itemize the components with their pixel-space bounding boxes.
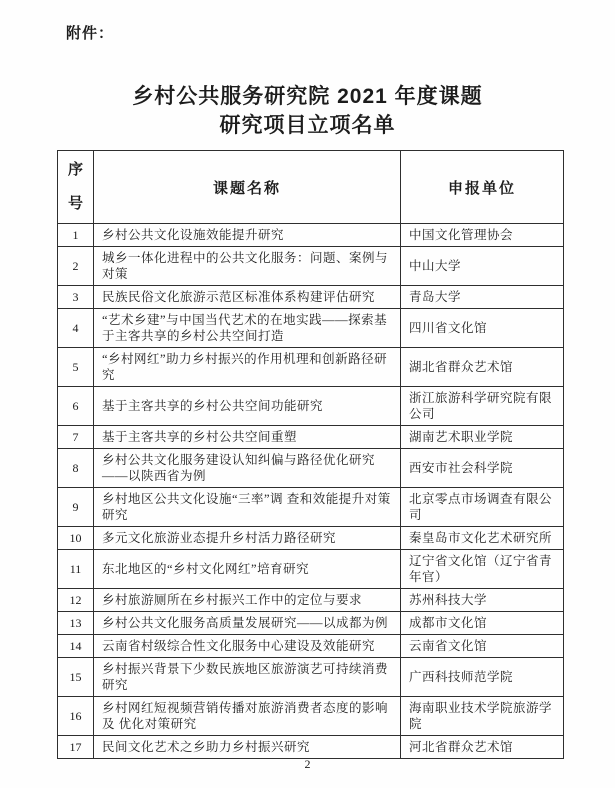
table-row <box>58 658 564 697</box>
applicant-unit: 辽宁省文化馆（辽宁省青年官） <box>401 550 564 589</box>
table-row <box>58 697 564 736</box>
row-number: 7 <box>58 426 94 449</box>
attachment-label: 附件： <box>66 25 115 42</box>
project-title: 乡村公共文化服务高质量发展研究——以成都为例 <box>94 612 401 635</box>
project-list-table <box>57 150 564 759</box>
row-number: 3 <box>58 286 94 309</box>
project-title: 东北地区的“乡村文化网红”培育研究 <box>94 550 401 589</box>
row-number: 16 <box>58 697 94 736</box>
applicant-unit: 青岛大学 <box>401 286 564 309</box>
table-row <box>58 550 564 589</box>
table-row <box>58 488 564 527</box>
applicant-unit: 中国文化管理协会 <box>401 224 564 247</box>
table-header-row <box>58 151 564 224</box>
applicant-unit: 西安市社会科学院 <box>401 449 564 488</box>
project-title: 乡村地区公共文化设施“三率”调 查和效能提升对策研究 <box>94 488 401 527</box>
applicant-unit: 成都市文化馆 <box>401 612 564 635</box>
applicant-unit: 河北省群众艺术馆 <box>401 736 564 759</box>
project-title: 民间文化艺术之乡助力乡村振兴研究 <box>94 736 401 759</box>
row-number: 14 <box>58 635 94 658</box>
table-row <box>58 527 564 550</box>
project-title: 云南省村级综合性文化服务中心建设及效能研究 <box>94 635 401 658</box>
table-row <box>58 612 564 635</box>
applicant-unit: 湖北省群众艺术馆 <box>401 348 564 387</box>
row-number: 9 <box>58 488 94 527</box>
column-header-no-label: 序号 <box>67 162 83 212</box>
table-row <box>58 224 564 247</box>
applicant-unit: 海南职业技术学院旅游学院 <box>401 697 564 736</box>
table-row <box>58 736 564 759</box>
row-number: 8 <box>58 449 94 488</box>
table-row <box>58 589 564 612</box>
project-title: 城乡一体化进程中的公共文化服务：问题、案例与对策 <box>94 247 401 286</box>
project-title: 乡村振兴背景下少数民族地区旅游演艺可持续消费研究 <box>94 658 401 697</box>
applicant-unit: 湖南艺术职业学院 <box>401 426 564 449</box>
row-number: 4 <box>58 309 94 348</box>
applicant-unit: 浙江旅游科学研究院有限公司 <box>401 387 564 426</box>
row-number: 2 <box>58 247 94 286</box>
table-row <box>58 309 564 348</box>
project-title: 民族民俗文化旅游示范区标准体系构建评估研究 <box>94 286 401 309</box>
project-title: 多元文化旅游业态提升乡村活力路径研究 <box>94 527 401 550</box>
project-title: 基于主客共享的乡村公共空间重塑 <box>94 426 401 449</box>
column-header-project: 课题名称 <box>94 151 401 224</box>
applicant-unit: 四川省文化馆 <box>401 309 564 348</box>
column-header-unit: 申报单位 <box>401 151 564 224</box>
row-number: 15 <box>58 658 94 697</box>
table-row <box>58 247 564 286</box>
applicant-unit: 秦皇岛市文化艺术研究所 <box>401 527 564 550</box>
title-line-2: 研究项目立项名单 <box>219 114 396 137</box>
table-body <box>58 224 564 759</box>
row-number: 1 <box>58 224 94 247</box>
project-title: 基于主客共享的乡村公共空间功能研究 <box>94 387 401 426</box>
table-row <box>58 426 564 449</box>
applicant-unit: 中山大学 <box>401 247 564 286</box>
row-number: 5 <box>58 348 94 387</box>
applicant-unit: 广西科技师范学院 <box>401 658 564 697</box>
table-row <box>58 635 564 658</box>
title-line-1: 乡村公共服务研究院 2021 年度课题 <box>132 85 483 108</box>
row-number: 6 <box>58 387 94 426</box>
row-number: 11 <box>58 550 94 589</box>
row-number: 12 <box>58 589 94 612</box>
project-title: 乡村公共文化服务建设认知纠偏与路径优化研究——以陕西省为例 <box>94 449 401 488</box>
document-title <box>0 82 615 140</box>
project-title: “乡村网红”助力乡村振兴的作用机理和创新路径研究 <box>94 348 401 387</box>
page-number: 2 <box>304 757 311 771</box>
project-title: 乡村网红短视频营销传播对旅游消费者态度的影响及 优化对策研究 <box>94 697 401 736</box>
table-row <box>58 348 564 387</box>
applicant-unit: 云南省文化馆 <box>401 635 564 658</box>
project-title: “艺术乡建”与中国当代艺术的在地实践——探索基于主客共享的乡村公共空间打造 <box>94 309 401 348</box>
row-number: 10 <box>58 527 94 550</box>
table-row <box>58 387 564 426</box>
table-row <box>58 449 564 488</box>
applicant-unit: 苏州科技大学 <box>401 589 564 612</box>
project-title: 乡村公共文化设施效能提升研究 <box>94 224 401 247</box>
table-row <box>58 286 564 309</box>
row-number: 13 <box>58 612 94 635</box>
column-header-no <box>58 151 94 224</box>
row-number: 17 <box>58 736 94 759</box>
applicant-unit: 北京零点市场调查有限公司 <box>401 488 564 527</box>
project-title: 乡村旅游厕所在乡村振兴工作中的定位与要求 <box>94 589 401 612</box>
